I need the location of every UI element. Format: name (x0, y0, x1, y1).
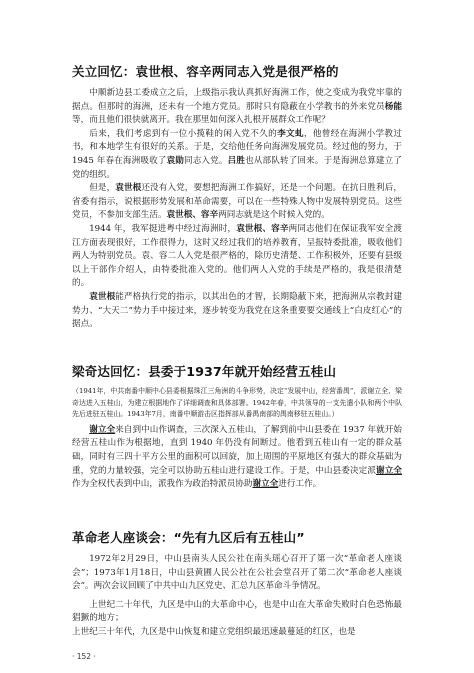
s2p1-c: 进行工作。 (278, 479, 322, 490)
section-3-paragraph-1: 1972年2月29日，中山县南头人民公社在南头瑶心召开了第一次“革命老人座谈会”；1973年1月18日，中山县黄圃人民公社在公社会堂召开了第二次“革命老人座谈会”。两次会议回顾了中共中山九区党史、汇总九区革命斗争情况。 (72, 554, 402, 592)
section-1-paragraph-2 (72, 128, 402, 182)
s1p3-name-1: 袁世根 (115, 183, 142, 194)
s2p1-a: 来自到中山作调查，三次深入五桂山，了解到前中山县委在 1937 年就开始经营五桂山作为根据地，直到 1940 年仍没有间断过。他看到五桂山有一定的群众基础，同时有三四十平方公里的面积可以回旋，加上周围的平原地区有强大的群众基础为重，党的力量较强，完全可以协助五桂山进行建设工作。于是，中山县委决定派 (72, 424, 402, 476)
s1p2-b: ，他曾经在海洲小学教过书，和本地学生有很好的关系。于是，交给他任务向海洲发展党员。经过他的努力，于 1945 年春在海洲吸收了 (72, 128, 402, 166)
s1p1-a: 中顺新边县工委成立之后，上级指示我认真抓好海洲工作，使之变成为我党牢靠的据点。但那时的海洲，还未有一个地方党员。那时只有隐蔽在小学教书的外来党员 (72, 88, 402, 112)
s1p5-name: 袁世根 (89, 291, 116, 302)
s1p3-a: 但是， (89, 183, 116, 194)
section-2 (72, 364, 402, 492)
s1p4-name: 袁世根、容辛 (236, 223, 289, 234)
s1p3-c: 两同志就是这个时候入党的。 (218, 210, 330, 221)
section-3 (72, 530, 402, 640)
section-3-paragraph-2: 上世纪二十年代，九区是中山的大革命中心，也是中山在大革命失败时白色恐怖最猖獗的地方； (72, 599, 402, 624)
s2p1-name-3: 谢立全 (252, 479, 279, 490)
s1p2-d: 也从部队转了回来。于是海洲总算建立了党的组织。 (72, 155, 402, 180)
s1p2-name-1: 李文虬 (277, 128, 304, 139)
section-1 (72, 64, 402, 332)
section-2-note: （1941年，中共南番中顺中心县委根据珠江三角洲的斗争形势，决定“发展中山，经营番禺”，派谢立全、梁奇达进入五桂山，为建立根据地作了详细调查和具体部署。1942年春，中共领导的一支先遣小队和两个中队先后进驻五桂山。1943年7月，南番中顺游击区指挥部从番禺南部的禺南移驻五桂山。） (72, 387, 402, 419)
s2p1-b: 作为全权代表到中山，派我作为政治特派员协助 (72, 479, 253, 490)
s1p1-name: 杨能 (384, 101, 402, 112)
section-2-paragraph-1 (72, 424, 402, 492)
s1p2-name-2: 袁勋 (166, 155, 184, 166)
s1p4-a: 1944 年，我军挺进粤中经过海洲时， (89, 223, 237, 234)
section-3-paragraph-3: 上世纪三十年代，九区是中山恢复和建立党组织最迅速最蔓延的红区，也是 (72, 626, 356, 637)
s1p2-name-3: 吕胜 (227, 155, 246, 166)
section-3-title: 革命老人座谈会：“先有九区后有五桂山” (72, 530, 305, 545)
s1p5-a: 能严格执行党的指示，以其出色的才智，长期隐蔽下来，把海洲从宗教封建势力、“大天二”势力手中接过来，逐步转变为我党在这条重要要交通线上“白皮红心”的据点。 (72, 291, 402, 330)
s1p3-b: 还没有入党，要想把海洲工作搞好，还是一个问题。在抗日胜利后，省委有指示，说根据形势发展和革命需要，可以在一些特殊人物中发展特别党员。这些党员，不参加支部生活。 (72, 183, 402, 221)
section-1-paragraph-3 (72, 182, 402, 223)
section-1-paragraph-1 (72, 87, 402, 128)
section-1-paragraph-5 (72, 291, 402, 332)
s1p3-name-2: 袁世根、容辛 (166, 210, 219, 221)
s1p2-a: 后来，我们考虑到有一位小揽鞋的闲入党不久的 (89, 128, 278, 139)
s2p1-name-1: 谢立全 (89, 424, 116, 435)
s1p4-b: 两同志他们在保证我军安全渡江方面表现很好，工作很得力，这时又经过我们的培养教育，呈报特委批准，吸收他们两人为特别党员。袁、容二人入党是很严格的，除历史清楚、工作积极外，还要有县级以上干部作介绍人，由特委批准入党的。他们两人入党的手续是严格的，我是很清楚的。 (72, 223, 402, 289)
s1p1-b: 等，而且他们很快就离开。我在那里如何深入扎根开展群众工作呢？ (72, 115, 330, 126)
section-1-paragraph-4 (72, 223, 402, 291)
section-1-title: 关立回忆：袁世根、容辛两同志入党是很严格的 (72, 64, 339, 79)
page-number: · 152 · (72, 652, 96, 661)
s1p2-c: 同志入党。 (183, 155, 228, 166)
s2p1-name-2: 谢立全 (376, 465, 402, 476)
section-2-title: 梁奇达回忆：县委于1937年就开始经营五桂山 (72, 364, 337, 379)
